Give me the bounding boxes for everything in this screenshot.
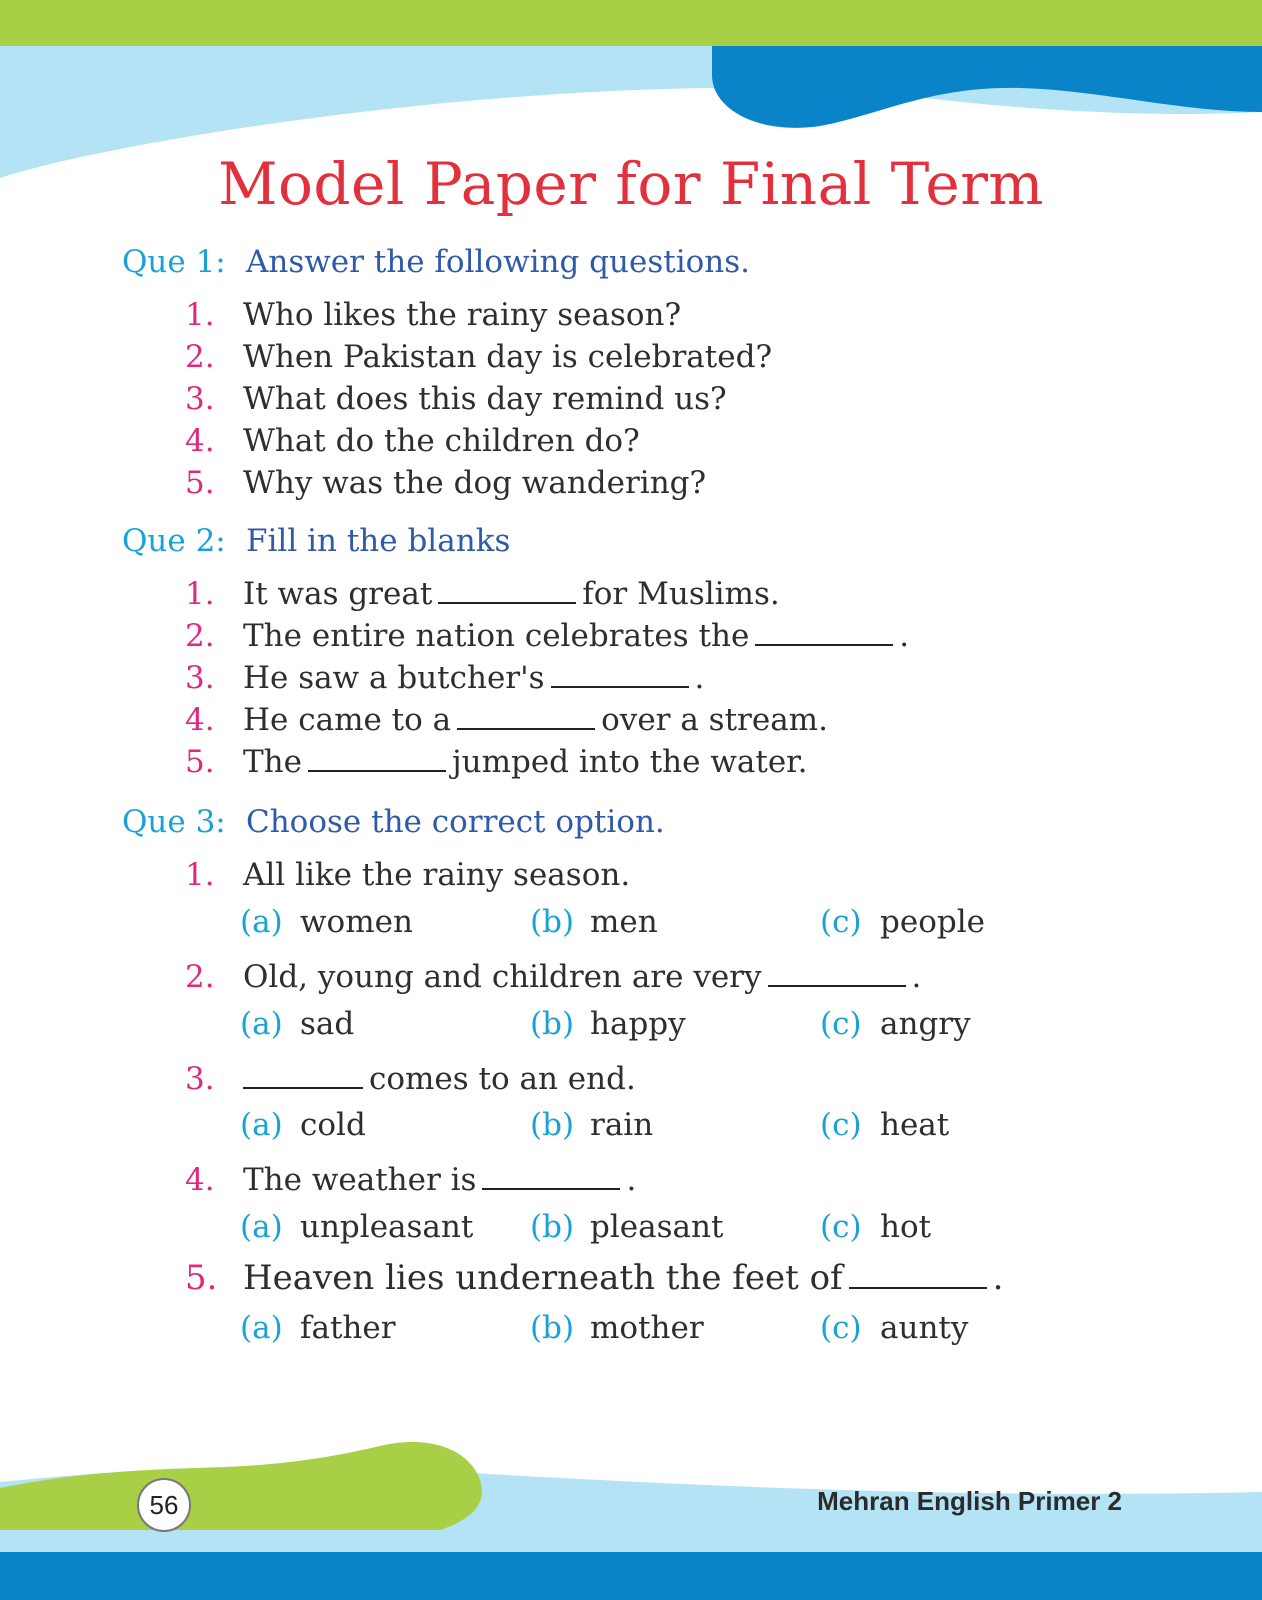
option-a bbox=[240, 904, 413, 940]
item-text-after: . bbox=[992, 1258, 1004, 1298]
option-text: sad bbox=[300, 1006, 355, 1042]
option-letter: (b) bbox=[530, 1006, 575, 1042]
item-number: 4. bbox=[185, 1162, 215, 1198]
option-letter: (c) bbox=[820, 1006, 862, 1042]
question-3-text: Choose the correct option. bbox=[246, 804, 665, 840]
option-c bbox=[820, 1107, 949, 1143]
item-text-after: for Muslims. bbox=[582, 576, 780, 612]
item-text-before: The weather is bbox=[243, 1162, 477, 1198]
option-letter: (b) bbox=[530, 1107, 575, 1143]
option-letter: (a) bbox=[240, 904, 283, 940]
blank-line bbox=[768, 981, 906, 987]
option-text: rain bbox=[590, 1107, 654, 1143]
item-number: 1. bbox=[185, 576, 215, 612]
blank-line bbox=[457, 724, 595, 730]
question-2-text: Fill in the blanks bbox=[246, 523, 511, 559]
option-a bbox=[240, 1006, 354, 1042]
item-text-after: . bbox=[694, 660, 705, 696]
option-text: aunty bbox=[880, 1310, 969, 1346]
item-number: 1. bbox=[185, 297, 215, 333]
option-c bbox=[820, 904, 985, 940]
q1-item bbox=[185, 339, 772, 375]
item-number: 2. bbox=[185, 959, 215, 995]
q2-item bbox=[185, 744, 807, 780]
q2-item bbox=[185, 576, 780, 612]
option-b bbox=[530, 1310, 704, 1346]
option-letter: (c) bbox=[820, 1310, 862, 1346]
item-text-before: He saw a butcher's bbox=[243, 660, 545, 696]
question-1-label: Que 1: bbox=[122, 244, 226, 280]
item-number: 4. bbox=[185, 423, 215, 459]
option-text: mother bbox=[590, 1310, 704, 1346]
option-text: cold bbox=[300, 1107, 366, 1143]
item-text-before: The entire nation celebrates the bbox=[243, 618, 750, 654]
page-title: Model Paper for Final Term bbox=[218, 150, 1044, 218]
question-1-heading bbox=[122, 244, 750, 280]
option-b bbox=[530, 1209, 723, 1245]
option-c bbox=[820, 1209, 931, 1245]
blank-line bbox=[438, 598, 576, 604]
item-text-before: The bbox=[243, 744, 302, 780]
option-a bbox=[240, 1107, 366, 1143]
item-number: 3. bbox=[185, 381, 215, 417]
blank-line bbox=[551, 682, 689, 688]
option-text: men bbox=[590, 904, 658, 940]
option-a bbox=[240, 1310, 396, 1346]
q3-item bbox=[185, 857, 630, 893]
item-text: When Pakistan day is celebrated? bbox=[243, 339, 773, 375]
blank-line bbox=[243, 1083, 363, 1089]
item-number: 5. bbox=[185, 465, 215, 501]
option-letter: (c) bbox=[820, 1107, 862, 1143]
bottom-dark-blue-band bbox=[0, 1552, 1262, 1600]
option-text: people bbox=[880, 904, 985, 940]
item-text-after: . bbox=[626, 1162, 637, 1198]
option-letter: (b) bbox=[530, 1209, 575, 1245]
option-text: pleasant bbox=[590, 1209, 724, 1245]
q3-item bbox=[185, 959, 921, 995]
item-number: 3. bbox=[185, 660, 215, 696]
option-letter: (b) bbox=[530, 1310, 575, 1346]
bottom-green-wave bbox=[0, 1442, 482, 1530]
option-letter: (c) bbox=[820, 904, 862, 940]
option-letter: (a) bbox=[240, 1107, 283, 1143]
item-text: Why was the dog wandering? bbox=[243, 465, 707, 501]
option-b bbox=[530, 904, 658, 940]
item-number: 5. bbox=[185, 1258, 218, 1298]
item-text-before: He came to a bbox=[243, 702, 452, 738]
option-letter: (c) bbox=[820, 1209, 862, 1245]
option-letter: (a) bbox=[240, 1310, 283, 1346]
item-text-before: It was great bbox=[243, 576, 433, 612]
q2-item bbox=[185, 702, 828, 738]
option-text: hot bbox=[880, 1209, 932, 1245]
item-text-after: . bbox=[911, 959, 922, 995]
option-text: unpleasant bbox=[300, 1209, 474, 1245]
option-c bbox=[820, 1006, 971, 1042]
option-text: happy bbox=[590, 1006, 686, 1042]
q3-item bbox=[185, 1258, 1003, 1298]
option-c bbox=[820, 1310, 968, 1346]
q1-item bbox=[185, 465, 706, 501]
item-number: 1. bbox=[185, 857, 215, 893]
option-b bbox=[530, 1006, 686, 1042]
question-2-heading bbox=[122, 523, 510, 559]
q1-item bbox=[185, 423, 640, 459]
item-number: 2. bbox=[185, 618, 215, 654]
q3-item bbox=[185, 1162, 636, 1198]
blank-line bbox=[308, 766, 446, 772]
question-3-label: Que 3: bbox=[122, 804, 226, 840]
q3-item bbox=[185, 1061, 636, 1097]
item-text-after: over a stream. bbox=[601, 702, 828, 738]
item-text: What do the children do? bbox=[243, 423, 640, 459]
item-text: Who likes the rainy season? bbox=[243, 297, 682, 333]
blank-line bbox=[849, 1283, 987, 1289]
item-number: 2. bbox=[185, 339, 215, 375]
question-1-text: Answer the following questions. bbox=[246, 244, 751, 280]
option-letter: (a) bbox=[240, 1209, 283, 1245]
q1-item bbox=[185, 297, 681, 333]
blank-line bbox=[482, 1184, 620, 1190]
q1-item bbox=[185, 381, 727, 417]
item-number: 3. bbox=[185, 1061, 215, 1097]
option-text: father bbox=[300, 1310, 396, 1346]
item-text-after: . bbox=[899, 618, 910, 654]
q2-item bbox=[185, 660, 704, 696]
question-3-heading bbox=[122, 804, 665, 840]
top-dark-blue-wave bbox=[712, 46, 1262, 128]
item-text-before: Old, young and children are very bbox=[243, 959, 762, 995]
item-number: 4. bbox=[185, 702, 215, 738]
question-2-label: Que 2: bbox=[122, 523, 226, 559]
option-text: angry bbox=[880, 1006, 971, 1042]
option-b bbox=[530, 1107, 653, 1143]
page-number: 56 bbox=[137, 1478, 191, 1532]
option-letter: (a) bbox=[240, 1006, 283, 1042]
option-a bbox=[240, 1209, 473, 1245]
top-green-band bbox=[0, 0, 1262, 46]
option-letter: (b) bbox=[530, 904, 575, 940]
item-text-after: comes to an end. bbox=[369, 1061, 636, 1097]
blank-line bbox=[755, 640, 893, 646]
item-text-before: Heaven lies underneath the feet of bbox=[243, 1258, 843, 1298]
item-text: All like the rainy season. bbox=[243, 857, 631, 893]
item-text-after: jumped into the water. bbox=[452, 744, 808, 780]
q2-item bbox=[185, 618, 909, 654]
item-text: What does this day remind us? bbox=[243, 381, 727, 417]
option-text: heat bbox=[880, 1107, 950, 1143]
option-text: women bbox=[300, 904, 413, 940]
book-title: Mehran English Primer 2 bbox=[817, 1486, 1122, 1516]
item-number: 5. bbox=[185, 744, 215, 780]
